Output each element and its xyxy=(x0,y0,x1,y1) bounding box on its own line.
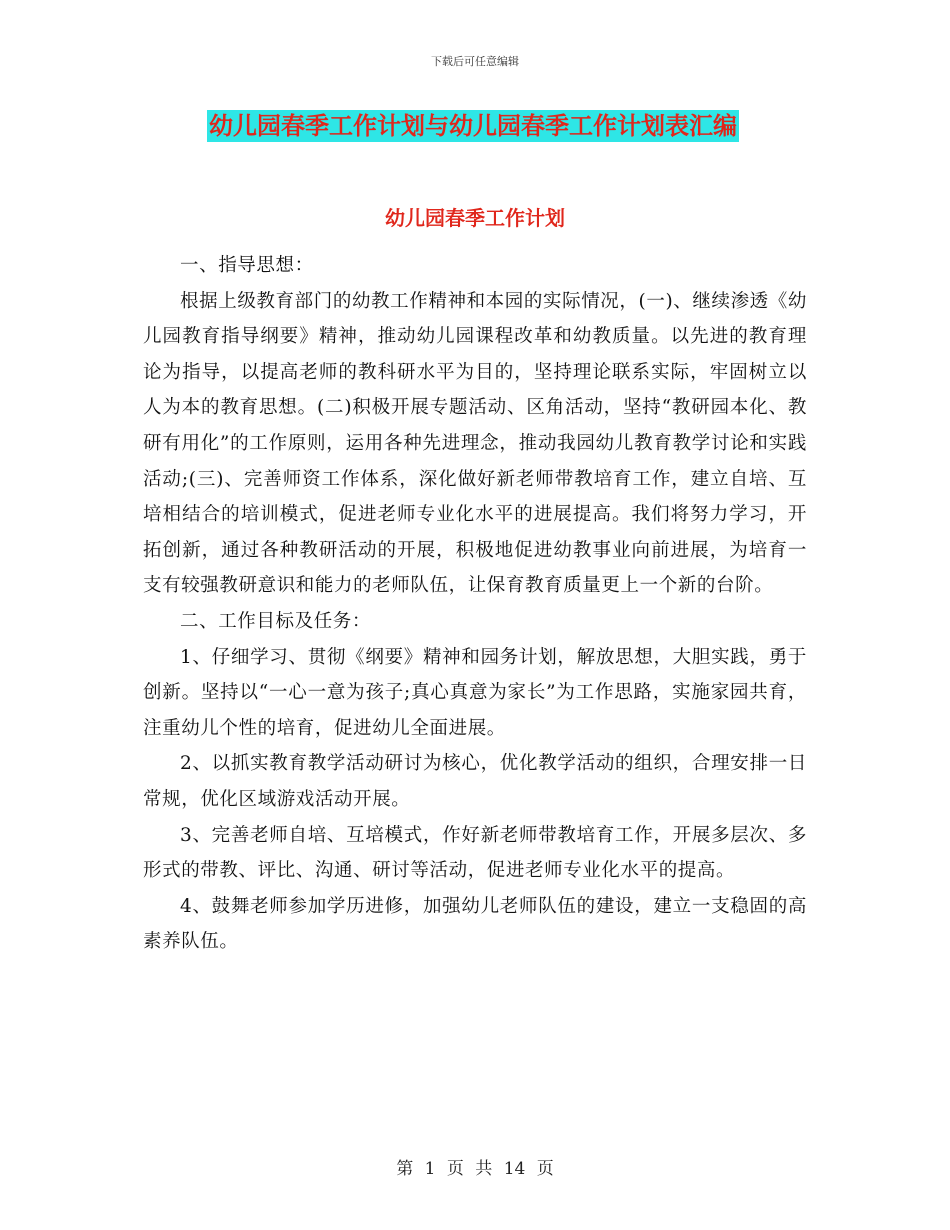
page-number: 第 1 页 共 14 页 xyxy=(396,1159,554,1179)
paragraph-guiding-ideology: 根据上级教育部门的幼教工作精神和本园的实际情况，(一)、继续渗透《幼儿园教育指导纲要》精神，推动幼儿园课程改革和幼教质量。以先进的教育理论为指导，以提高老师的教科研水平为目的，坚持理论联系实际，牢固树立以人为本的教育思想。(二)积极开展专题活动、区角活动，坚持“教研园本化、教研有用化”的工作原则，运用各种先进理念，推动我园幼儿教育教学讨论和实践活动;(三)、完善师资工作体系，深化做好新老师带教培育工作，建立自培、互培相结合的培训模式，促进老师专业化水平的进展提高。我们将努力学习，开拓创新，通过各种教研活动的开展，积极地促进幼教事业向前进展，为培育一支有较强教研意识和能力的老师队伍，让保育教育质量更上一个新的台阶。 xyxy=(143,290,807,597)
document-body xyxy=(143,248,807,960)
section-title: 幼儿园春季工作计划 xyxy=(385,206,565,230)
document-title: 幼儿园春季工作计划与幼儿园春季工作计划表汇编 xyxy=(209,112,737,140)
header-note: 下载后可任意编辑 xyxy=(431,55,519,68)
heading-guiding-ideology: 一、指导思想： xyxy=(180,255,314,276)
list-item-goal-3: 3、完善老师自培、互培模式，作好新老师带教培育工作，开展多层次、多形式的带教、评比、沟通、研讨等活动，促进老师专业化水平的提高。 xyxy=(143,824,807,882)
heading-goals-tasks: 二、工作目标及任务： xyxy=(180,610,372,632)
list-item-goal-4: 4、鼓舞老师参加学历进修，加强幼儿老师队伍的建设，建立一支稳固的高素养队伍。 xyxy=(143,895,807,953)
list-item-goal-2: 2、以抓实教育教学活动研讨为核心，优化教学活动的组织，合理安排一日常规，优化区域游戏活动开展。 xyxy=(143,753,807,810)
list-item-goal-1: 1、仔细学习、贯彻《纲要》精神和园务计划，解放思想，大胆实践，勇于创新。坚持以“一心一意为孩子;真心真意为家长”为工作思路，实施家园共育，注重幼儿个性的培育，促进幼儿全面进展。 xyxy=(143,646,807,739)
